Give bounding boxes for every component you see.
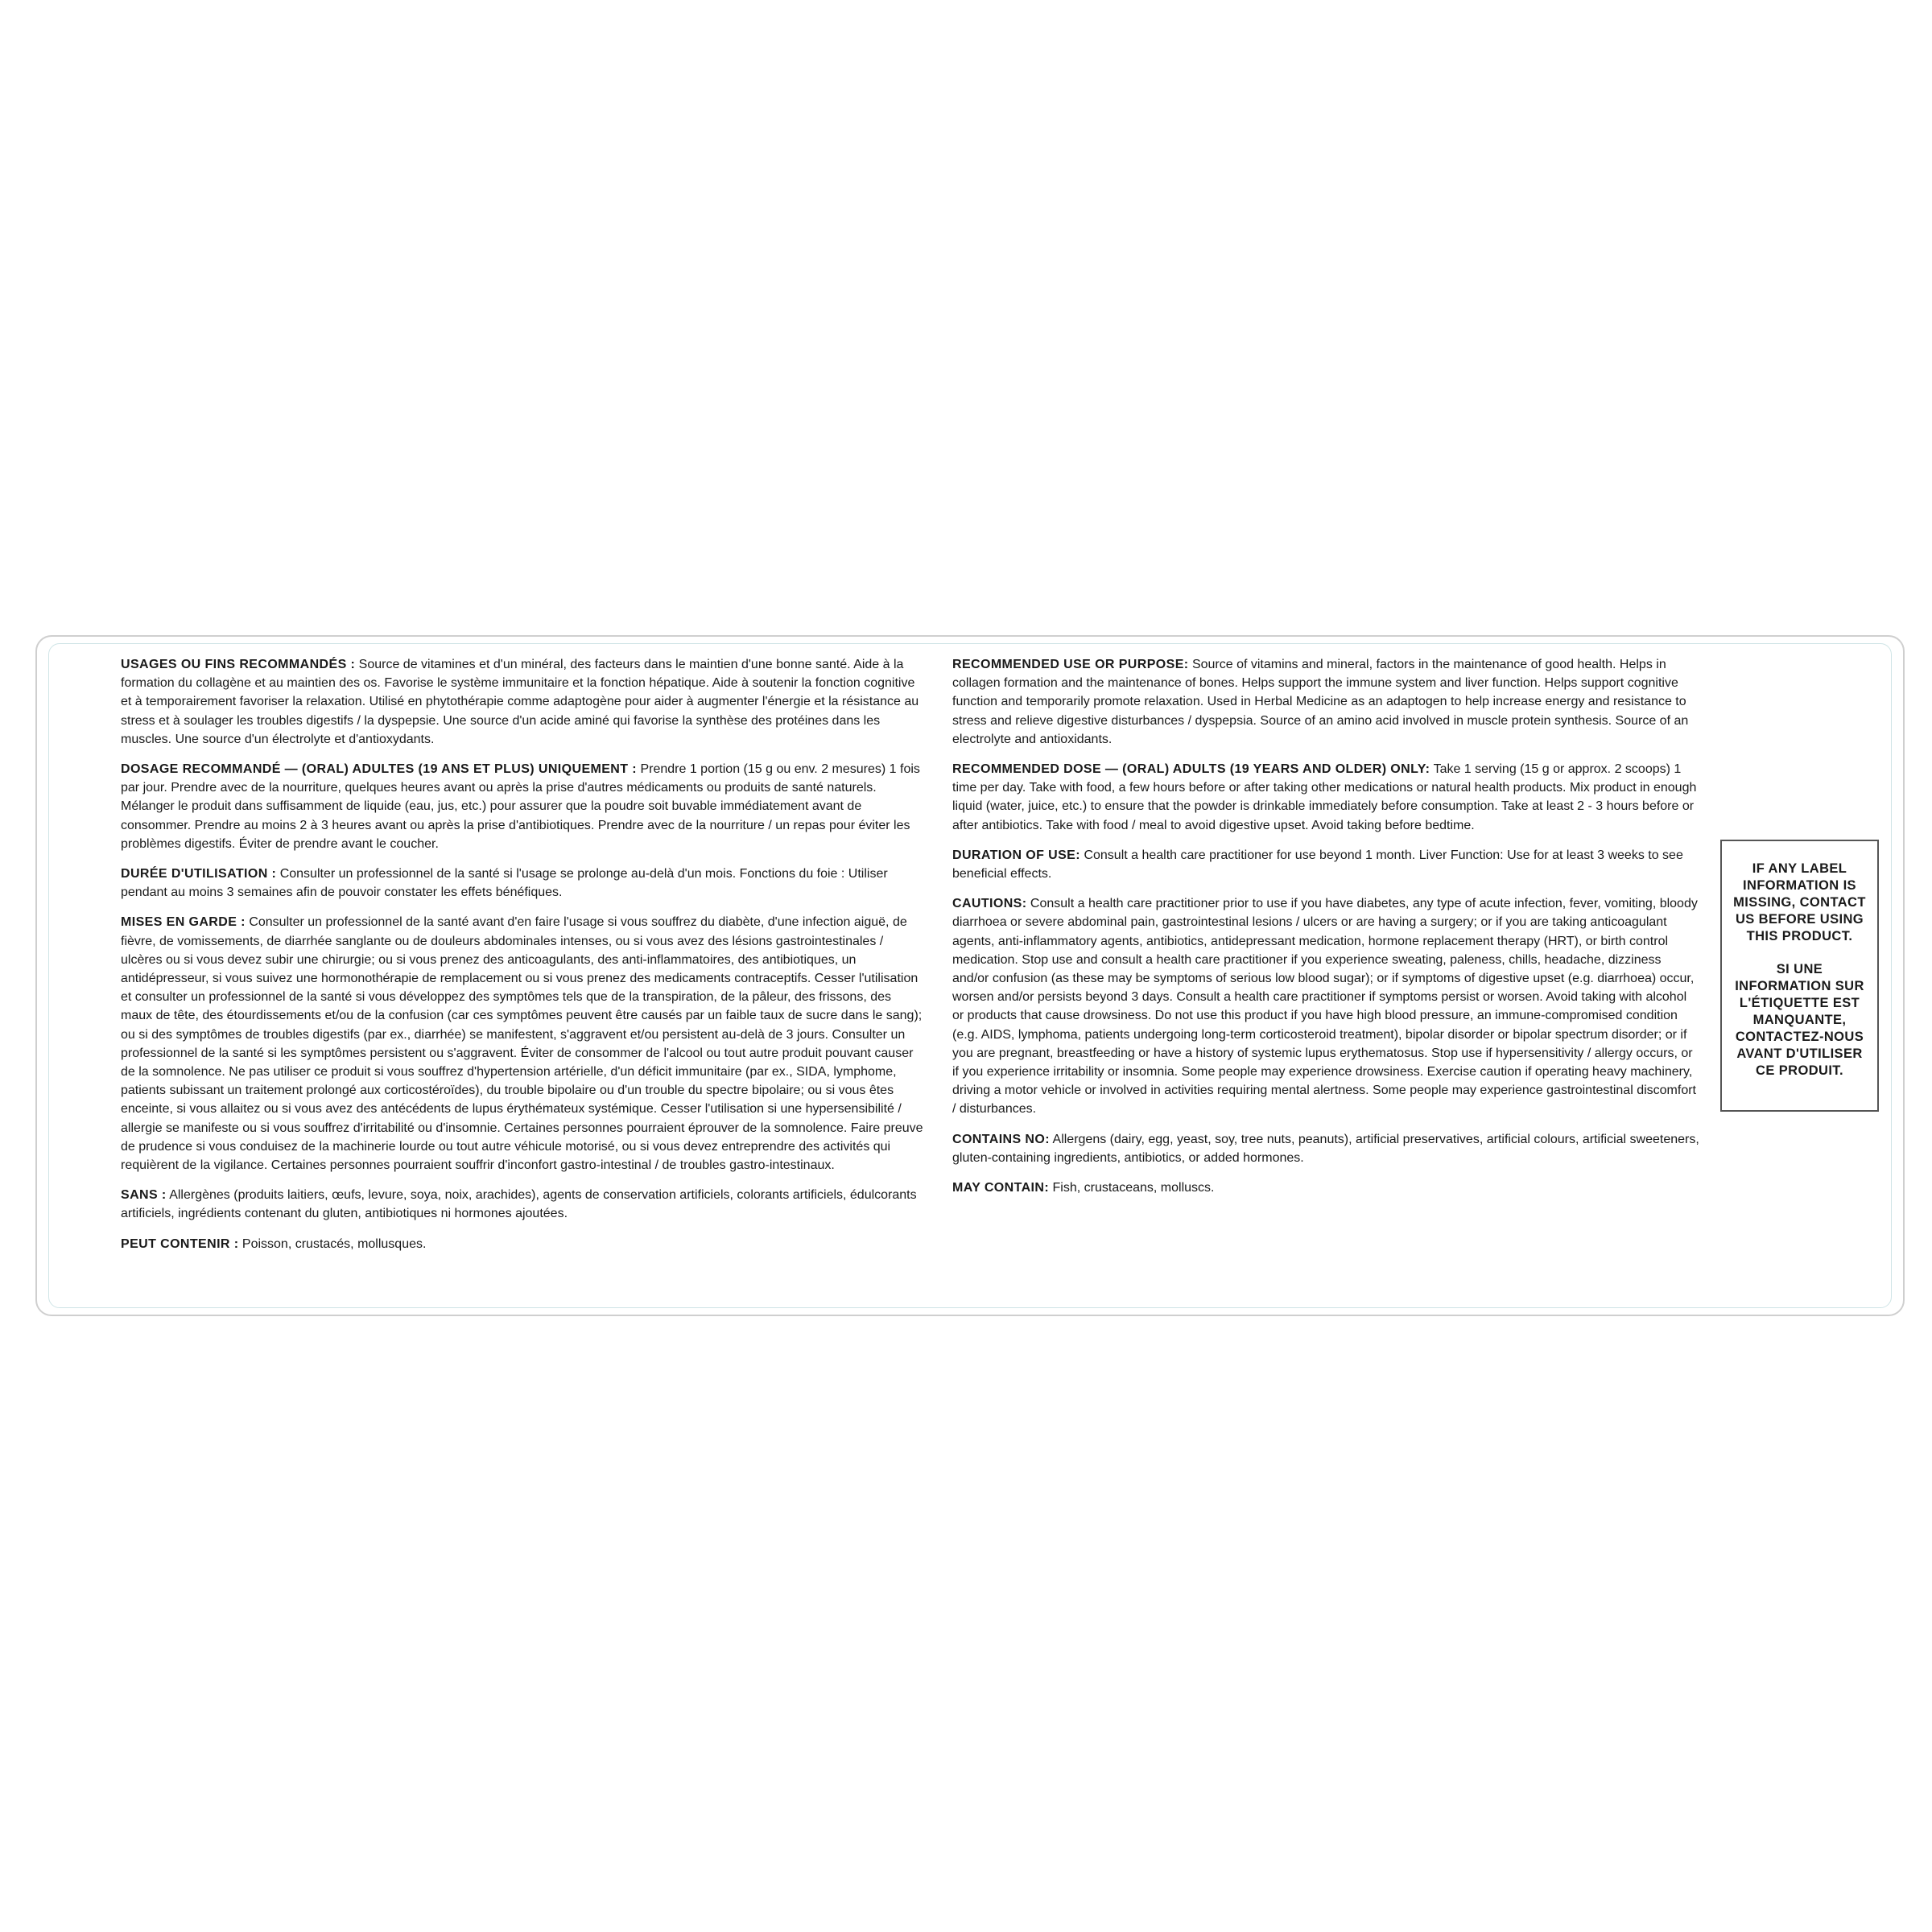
section-text: Source of vitamins and mineral, factors in the maintenance of good health. Helps in collagen formation and the maintenance of bones. Helps support the immune system and liver function. Helps support cognitive function and temporarily promote relaxation. Used in Herbal Medicine as an adaptogen to help increase energy and resistance to stress and relieve digestive disturbances / dyspepsia. Source of an amino acid involved in muscle protein synthesis. Source of an electrolyte and antioxidants. — [952, 658, 1689, 746]
en-section-uses — [952, 655, 1701, 749]
section-text: Prendre 1 portion (15 g ou env. 2 mesures) 1 fois par jour. Prendre avec de la nourriture, quelques heures avant ou après la prise d'autres médicaments ou produits de santé naturels. Mélanger le produit dans suffisamment de liquide (eau, jus, etc.) pour assurer que la poudre soit buvable immédiatement avant de consommer. Prendre au moins 2 à 3 heures avant ou après la prise d'antibiotiques. Prendre avec de la nourriture / un repas pour éviter les problèmes digestifs. Éviter de prendre avant le coucher. — [121, 762, 920, 851]
section-heading: RECOMMENDED USE OR PURPOSE: — [952, 658, 1189, 671]
en-section-dose — [952, 760, 1701, 835]
section-text: Consult a health care practitioner for use beyond 1 month. Liver Function: Use for at least 3 weeks to see beneficial effects. — [952, 848, 1683, 881]
section-heading: MAY CONTAIN: — [952, 1181, 1050, 1195]
section-text: Poisson, crustacés, mollusques. — [238, 1236, 427, 1251]
fr-section-may-contain — [121, 1235, 926, 1253]
english-column — [952, 655, 1701, 1208]
en-section-cautions — [952, 894, 1701, 1118]
notice-french: SI UNE INFORMATION SUR L'ÉTIQUETTE EST MANQUANTE, CONTACTEZ-NOUS AVANT D'UTILISER CE PRODUIT. — [1735, 962, 1864, 1078]
section-heading: PEUT CONTENIR : — [121, 1236, 239, 1251]
fr-section-uses — [121, 655, 926, 749]
section-text: Allergènes (produits laitiers, œufs, levure, soya, noix, arachides), agents de conservation artificiels, colorants artificiels, édulcorants artificiels, ingrédients contenant du gluten, antibiotiques ni hormones ajoutées. — [121, 1188, 917, 1221]
en-section-may-contain — [952, 1179, 1701, 1197]
section-text: Allergens (dairy, egg, yeast, soy, tree nuts, peanuts), artificial preservatives, artificial colours, artificial sweeteners, gluten-containing ingredients, antibiotics, or added hormones. — [952, 1132, 1699, 1165]
section-heading: SANS : — [121, 1188, 167, 1203]
section-text: Take 1 serving (15 g or approx. 2 scoops) 1 time per day. Take with food, a few hours before or after taking other medications or natural health products. Mix product in enough liquid (water, juice, etc.) to ensure that the powder is drinkable immediately before consumption. Take at least 2 - 3 hours before or after antibiotics. Take with food / meal to avoid digestive upset. Avoid taking before bedtime. — [952, 762, 1697, 832]
fr-section-dose — [121, 760, 926, 853]
section-heading: DOSAGE RECOMMANDÉ — (ORAL) ADULTES (19 ANS ET PLUS) UNIQUEMENT : — [121, 762, 638, 777]
section-heading: RECOMMENDED DOSE — (ORAL) ADULTS (19 YEARS AND OLDER) ONLY: — [952, 762, 1430, 777]
section-heading: CAUTIONS: — [952, 897, 1027, 911]
section-text: Consulter un professionnel de la santé avant d'en faire l'usage si vous souffrez du diabète, d'une infection aiguë, de fièvre, de vomissements, de diarrhée sanglante ou de douleurs abdominales intenses, ou si vous avez des lésions gastrointestinales / ulcères ou si vous devez subir une chirurgie; ou si vous prenez des anticoagulants, des anti-inflammatoires, des antibiotiques, un antidépresseur, si vous suivez une hormonothérapie de remplacement ou si vous prenez des medicaments contraceptifs. Cesser l'utilisation et consulter un professionnel de la santé si vous développez des symptômes tels que de la transpiration, de la pâleur, des frissons, des maux de tête, des étourdissements et/ou de la confusion (car ces symptômes peuvent être causés par un faible taux de sucre dans le sang); ou si des symptômes de troubles digestifs (par ex., diarrhée) se manifestent, s'aggravent et/ou persistent au-delà de 3 jours. Consulter un professionnel de la santé si les symptômes persistent ou s'aggravent. Éviter de consommer de l'alcool ou tout autre produit pouvant causer de la somnolence. Ne pas utiliser ce produit si vous souffrez d'hypertension artérielle, d'un déficit immunitaire (par ex., SIDA, lymphome, patients subissant un traitement prolongé aux corticostéroïdes), du trouble bipolaire ou d'un trouble du spectre bipolaire; ou si vous êtes enceinte, si vous allaitez ou si vous avez des antécédents de lupus érythémateux systémique. Cesser l'utilisation si une hypersensibilité / allergie se manifeste ou si vous souffrez d'irritabilité ou d'insomnie. Certaines personnes pourraient éprouver de la somnolence. Faire preuve de prudence si vous conduisez de la machinerie lourde ou tout autre véhicule motorisé, ou si vous devez entreprendre des activités qui requièrent de la vigilance. Certaines personnes pourraient souffrir d'inconfort gastro-intestinal / de troubles gastro-intestinaux. — [121, 915, 923, 1173]
section-text: Fish, crustaceans, molluscs. — [1049, 1181, 1215, 1195]
section-heading: DURÉE D'UTILISATION : — [121, 867, 277, 881]
section-heading: CONTAINS NO: — [952, 1132, 1050, 1146]
fr-section-duration — [121, 865, 926, 902]
notice-english: IF ANY LABEL INFORMATION IS MISSING, CONTACT US BEFORE USING THIS PRODUCT. — [1733, 861, 1866, 943]
section-text: Consulter un professionnel de la santé si l'usage se prolonge au-delà d'un mois. Fonctions du foie : Utiliser pendant au moins 3 semaines afin de pouvoir constater les effets bénéfiques. — [121, 867, 888, 900]
section-heading: USAGES OU FINS RECOMMANDÉS : — [121, 658, 356, 671]
section-text: Consult a health care practitioner prior to use if you have diabetes, any type of acute infection, fever, vomiting, bloody diarrhoea or severe abdominal pain, gastrointestinal lesions / ulcers or are having a surgery; or if you are taking anticoagulant agents, anti-inflammatory agents, antibiotics, antidepressant medication, hormone replacement therapy (HRT), or birth control medication. Stop use and consult a health care practitioner if you experience sweating, paleness, chills, headache, dizziness and/or confusion (as these may be symptoms of serious low blood sugar); or if symptoms of digestive upset (e.g. diarrhoea) occur, worsen and/or persists beyond 3 days. Consult a health care practitioner if symptoms persist or worsen. Avoid taking with alcohol or products that cause drowsiness. Do not use this product if you have high blood pressure, an immune-compromised condition (e.g. AIDS, lymphoma, patients undergoing long-term corticosteroid treatment), bipolar disorder or bipolar spectrum disorder; or if you are pregnant, breastfeeding or have a history of systemic lupus erythematosus. Stop use if hypersensitivity / allergy occurs, or if you experience irritability or insomnia. Some people may experience drowsiness. Exercise caution if operating heavy machinery, driving a motor vehicle or involved in activities requiring mental alertness. Some people may experience gastrointestinal discomfort / disturbances. — [952, 897, 1698, 1117]
section-heading: MISES EN GARDE : — [121, 915, 246, 930]
fr-section-contains-no — [121, 1186, 926, 1223]
french-column — [121, 655, 926, 1265]
en-section-contains-no — [952, 1130, 1701, 1167]
section-heading: DURATION OF USE: — [952, 848, 1080, 862]
fr-section-cautions — [121, 913, 926, 1174]
missing-info-notice-box — [1720, 840, 1879, 1112]
section-text: Source de vitamines et d'un minéral, des facteurs dans le maintien d'une bonne santé. Aide à la formation du collagène et au maintien des os. Favorise le système immunitaire et la fonction hépatique. Aide à soutenir la fonction cognitive et à temporairement favoriser la relaxation. Utilisé en phytothérapie comme adaptogène pour aider à augmenter l'énergie et la résistance au stress et à soulager les troubles digestifs / la dyspepsie. Une source d'un acide aminé qui favorise la synthèse des protéines dans les muscles. Une source d'un électrolyte et d'antioxydants. — [121, 658, 919, 746]
en-section-duration — [952, 846, 1701, 883]
